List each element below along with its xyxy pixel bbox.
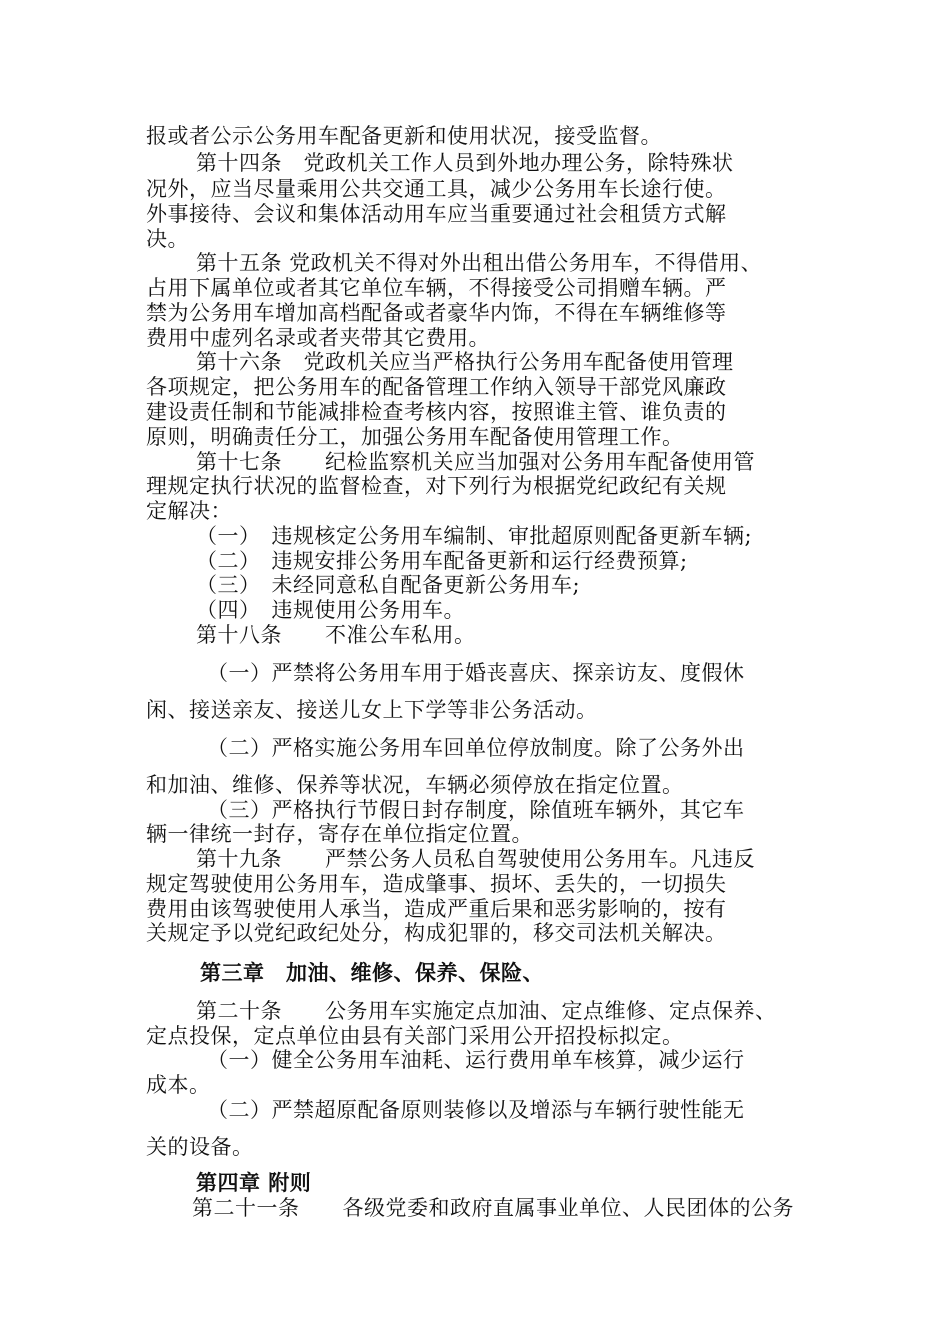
article-19-line: 第十九条 严禁公务人员私自驾驶使用公务用车。凡违反 (196, 847, 755, 871)
text-line: 禁为公务用车增加高档配备或者豪华内饰，不得在车辆维修等 (146, 301, 727, 325)
text-line: 规定驾驶使用公务用车，造成肇事、损坏、丢失的，一切损失 (146, 872, 727, 896)
chapter-3-heading: 第三章 加油、维修、保养、保险、 (200, 961, 544, 985)
list-item: （三）严格执行节假日封存制度，除值班车辆外，其它车 (207, 798, 745, 822)
text-line: 报或者公示公务用车配备更新和使用状况，接受监督。 (146, 124, 662, 148)
article-16-line: 第十六条 党政机关应当严格执行公务用车配备使用管理 (196, 350, 734, 374)
text-line: 定点投保，定点单位由县有关部门采用公开招投标拟定。 (146, 1024, 684, 1048)
list-item: （一） 违规核定公务用车编制、审批超原则配备更新车辆; (196, 524, 753, 548)
text-line: 和加油、维修、保养等状况，车辆必须停放在指定位置。 (146, 773, 684, 797)
article-20-line: 第二十条 公务用车实施定点加油、定点维修、定点保养、 (196, 999, 777, 1023)
text-line: 原则，明确责任分工，加强公务用车配备使用管理工作。 (146, 425, 684, 449)
text-line: 理规定执行状况的监督检查，对下列行为根据党纪政纪有关规 (146, 474, 727, 498)
list-item: （二）严格实施公务用车回单位停放制度。除了公务外出 (207, 736, 745, 760)
text-line: 况外，应当尽量乘用公共交通工具，减少公务用车长途行使。 (146, 177, 727, 201)
text-line: 各项规定，把公务用车的配备管理工作纳入领导干部党风廉政 (146, 375, 727, 399)
list-item: （一）健全公务用车油耗、运行费用单车核算，减少运行 (207, 1048, 745, 1072)
text-line: 关的设备。 (146, 1135, 254, 1159)
article-21-line: 第二十一条 各级党委和政府直属事业单位、人民团体的公务 (192, 1196, 794, 1220)
text-line: 成本。 (146, 1073, 211, 1097)
article-18-line: 第十八条 不准公车私用。 (196, 623, 476, 647)
list-item: （三） 未经同意私自配备更新公务用车; (196, 573, 581, 597)
list-item: （二） 违规安排公务用车配备更新和运行经费预算; (196, 549, 688, 573)
text-line: 外事接待、会议和集体活动用车应当重要通过社会租赁方式解 (146, 202, 727, 226)
text-line: 决。 (146, 227, 189, 251)
text-line: 建设责任制和节能减排检查考核内容，按照谁主管、谁负责的 (146, 400, 727, 424)
text-line: 费用中虚列名录或者夹带其它费用。 (146, 326, 490, 350)
text-line: 费用由该驾驶使用人承当，造成严重后果和恶劣影响的，按有 (146, 897, 727, 921)
article-17-line: 第十七条 纪检监察机关应当加强对公务用车配备使用管 (196, 450, 755, 474)
list-item: （二）严禁超原配备原则装修以及增添与车辆行驶性能无 (207, 1098, 745, 1122)
text-line: 辆一律统一封存，寄存在单位指定位置。 (146, 822, 533, 846)
text-line: 占用下属单位或者其它单位车辆，不得接受公司捐赠车辆。严 (146, 276, 727, 300)
list-item: （四） 违规使用公务用车。 (196, 598, 465, 622)
text-line: 定解决： (146, 499, 232, 523)
chapter-4-heading: 第四章 附则 (196, 1171, 312, 1195)
article-14-line: 第十四条 党政机关工作人员到外地办理公务，除特殊状 (196, 151, 734, 175)
list-item: （一）严禁将公务用车用于婚丧喜庆、探亲访友、度假休 (207, 661, 745, 685)
article-15-line: 第十五条 党政机关不得对外出租出借公务用车，不得借用、 (196, 251, 763, 275)
text-line: 闲、接送亲友、接送儿女上下学等非公务活动。 (146, 698, 598, 722)
text-line: 关规定予以党纪政纪处分，构成犯罪的，移交司法机关解决。 (146, 921, 727, 945)
